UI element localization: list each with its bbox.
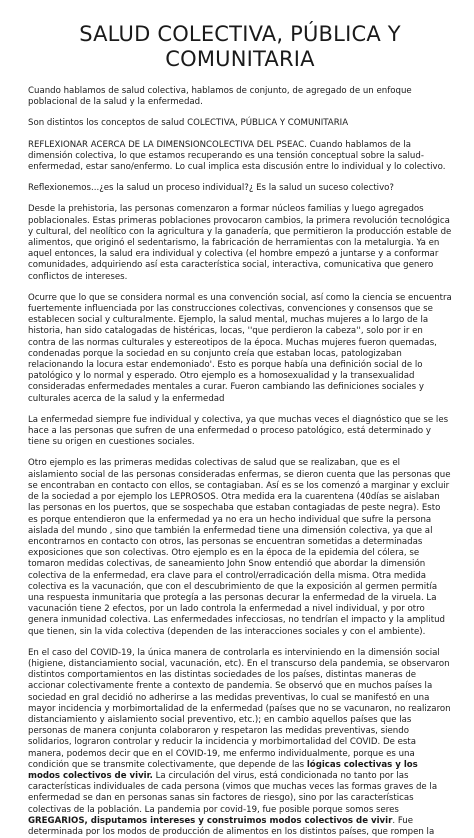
covid-text-2: La circulación del virus, está condicionada no tanto por las características individuales de cada persona (vimos que muchas veces las formas graves de la enfermedad se dan en personas sanas sin factores de riesgo), sino por las características colectivas de la población. La pandemia por covid-19, fue posible porque somos seres: [28, 770, 438, 815]
paragraph-enfermedad: La enfermedad siempre fue individual y colectiva, ya que muchas veces el diagnóstico que se les hace a las personas que sufren de una enfermedad o proceso patológico, está determinado y tiene su origen en cuestiones sociales.: [28, 414, 449, 448]
paragraph-intro: Cuando hablamos de salud colectiva, hablamos de conjunto, de agregado de un enfoque poblacional de la salud y la enfermedad.: [28, 86, 412, 108]
paragraph-covid: [28, 648, 452, 838]
paragraph-reflexionar: REFLEXIONAR ACERCA DE LA DIMENSIONCOLECTIVA DEL PSEAC. Cuando hablamos de la dimensión colectiva, lo que estamos recuperando es una tensión conceptual sobre la salud-enfermedad, estar sano/enfermo. Lo cual implica esta discusión entre lo individual y lo colectivo.: [28, 139, 446, 173]
covid-text-3: . Fue determinada por los modos de producción de alimentos en los distintos países, que rompen la: [28, 815, 435, 837]
document-title: SALUD COLECTIVA, PÚBLICA Y COMUNITARIA: [79, 22, 401, 71]
covid-text-1: En el caso del COVID-19, la única manera de controlarla es interviniendo en la dimensión social (higiene, distanciamiento social, vacunación, etc). En el transcurso dela pandemia, se observaron distintos comportamientos en las distintas sociedades de los países, distintas maneras de accionar colectivamente frente a contexto de pandemia. Se observó que en muchos países la sociedad en gral decidió no adherirse a las medidas preventivas, lo cual se manifestó en una mayor incidencia y morbimortalidad de la enfermedad (países que no se vacunaron, no realizaron distanciamiento y aislamiento social preventivo, etc.); en cambio aquellos países que las personas de manera conjunta colaboraron y respetaron las medidas preventivas, siendo solidarios, lograron controlar y reducir la incidencia y morbimortalidad del COVID. De esta manera, podemos decir que en el COVID-19, me enfermo individualmente, porque es una condición que se transmite colectivamente, que depende de las: [28, 647, 451, 770]
covid-bold-1: lógicas colectivas y los modos colectivos de vivir.: [28, 759, 418, 781]
covid-bold-2: GREGARIOS, disputamos intereses y construimos modos colectivos de vivir: [28, 815, 393, 826]
paragraph-normal: Ocurre que lo que se considera normal es una convención social, así como la ciencia se encuentra fuertemente influenciada por las construcciones colectivas, convenciones y consensos que se establecen social y culturalmente. Ejemplo, la salud mental, muchas mujeres a lo largo de la historia, han sido catalogadas de histéricas, locas, ''que perdieron la cabeza'', solo por ir en contra de las normas culturales y estereotipos de la época. Muchas mujeres fueron quemadas, condenadas porque la sociedad en su conjunto creía que estaban locas, patologizaban relacionando la locura estar endemoniado'. Esto es porque había una definición social de lo patológico y lo normal y esperado. Otro ejemplo es a homosexualidad y la transexualidad consideradas enfermedades mentales a curar. Fueron cambiando las definiciones sociales y culturales acerca de la salud y la enfermedad: [28, 292, 452, 404]
paragraph-medidas: Otro ejemplo es las primeras medidas colectivas de salud que se realizaban, que es el aislamiento social de las personas consideradas enfermas, se dieron cuenta que las personas que se encontraban en contacto con ellos, se contagiaban. Así es se los comenzó a marginar y excluir de la sociedad a por ejemplo los LEPROSOS. Otra medida era la cuarentena (40días se aislaban las personas en los puertos, que se sospechaba que estaban contagiadas de peste negra). Esto es porque entendieron que la enfermedad ya no era un hecho individual que sufre la persona aislada del mundo , sino que también la enfermedad tiene una dimensión colectiva, ya que al encontrarnos en contacto con otros, las personas se encuentran sometidas a determinadas exposiciones que son colectivas. Otro ejemplo es en la época de la epidemia del cólera, se tomaron medidas colectivas, de saneamiento John Snow entendió que abordar la dimensión colectiva de la enfermedad, era clave para el control/erradicación della misma. Otra medida colectiva es la vacunación, que con el descubrimiento de que la exposición al germen permitía una respuesta inmunitaria que protegía a las personas decurar la enfermedad de la viruela. La vacunación tiene 2 efectos, por un lado controla la enfermedad a nivel individual, y por otro genera inmunidad colectiva. Las enfermedades infecciosas, no tendrían el impacto y la amplitud que tienen, sin la vida colectiva (dependen de las interacciones sociales y con el ambiente).: [28, 458, 451, 637]
paragraph-prehistoria: Desde la prehistoria, las personas comenzaron a formar núcleos familias y luego agregados poblacionales. Estas primeras poblaciones provocaron cambios, la primera revolución tecnológica y cultural, del neolítico con la agricultura y la ganadería, que permitieron la producción estable de alimentos, que originó el sedentarismo, la fabricación de herramientas con la metalurgia. Ya en aquel entonces, la salud era individual y colectiva (el hombre empezó a juntarse y a conformar comunidades, adquiriendo así esta característica social, interactiva, comunicativa que genero conflictos de intereses.: [28, 204, 452, 282]
paragraph-question: Reflexionemos...¿es la salud un proceso individual?¿ Es la salud un suceso colectivo?: [28, 183, 394, 194]
paragraph-concepts: Son distintos los conceptos de salud COLECTIVA, PÚBLICA Y COMUNITARIA: [28, 118, 349, 129]
